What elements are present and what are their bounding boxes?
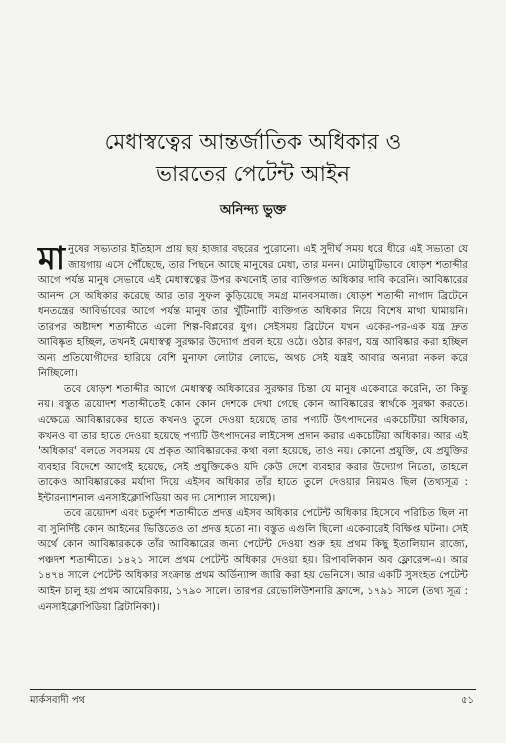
page-number: ৫১ xyxy=(461,695,474,706)
article-body xyxy=(38,239,468,615)
footer-divider xyxy=(30,689,476,690)
paragraph-1-text: নুষের সভ্যতার ইতিহাস প্রায় ছয় হাজার বছরের পুরোনো। এই সুদীর্ঘ সময় ধরে ধীরে এই সভ্যতা যে জায়গায় এসে পৌঁছেছে, তার পিছনে আছে মানুষের মেধা, তার মনন। মোটামুটিভাবে ষোড়শ শতাব্দীর আগে পর্যন্ত মানুষ সেভাবে এই মেধাস্বত্বের উপর কখনোই তার ব্যক্তিগত অধিকার দাবি করেনি। আবিষ্কারের আনন্দ সে অধিকার করেছে আর তার সুফল কুড়িয়েছে সমগ্র মানবসমাজ। ষোড়শ শতাব্দী নাগাদ ব্রিটেনে ধনতন্ত্রের আবির্ভাবের আগে পর্যন্ত মানুষ তার খুঁটিনাটি ব্যক্তিগত অধিকার নিয়ে বিশেষ মাথা ঘামায়নি। তারপর অষ্টাদশ শতাব্দীতে এলো শিল্প-বিপ্লবের যুগ। সেইসময় ব্রিটেনে যখন একের-পর-এক যন্ত্র দ্রুত আবিষ্কৃত হচ্ছিল, তখনই মেধাস্বত্ব সুরক্ষার উদ্যোগ প্রবল হয়ে ওঠে। ওঠার কারণ, যন্ত্র আবিষ্কার করা হচ্ছিল অন্য প্রতিযোগীদের হারিয়ে বেশি মুনাফা লোটার লোভে, অথচ সেই যন্ত্রই আবার অন্যরা নকল করে নিচ্ছিলো। xyxy=(38,244,468,380)
article-title-line-2: ভারতের পেটেন্ট আইন xyxy=(155,162,351,187)
drop-cap: মা xyxy=(38,239,66,277)
paragraph-1 xyxy=(38,239,468,382)
paragraph-3: তবে ত্রয়োদশ এবং চতুর্দশ শতাব্দীতে প্রদত্ত এইসব অধিকার পেটেন্ট অধিকার হিসেবে পরিচিত ছিল না বা সুনির্দিষ্ট কোন আইনের ভিত্তিতেও তা প্রদত্ত হতো না। বস্তুত এগুলি ছিলো একেবারেই বিক্ষিপ্ত ঘটনা। সেই অর্থে কোন আবিষ্কারককে তাঁর আবিষ্কারের জন্য পেটেন্ট দেওয়া শুরু হয় প্রথম কিছু ইতালিয়ান রাজ্যে, পঞ্চদশ শতাব্দীতে। ১৪২১ সালে প্রথম পেটেন্ট অধিকার দেওয়া হয়। রিপাবলিকান অব ফ্লোরেন্স-এ। আর ১৪৭৪ সালে পেটেন্ট অধিকার সংক্রান্ত প্রথম অর্ডিন্যান্স জারি করা হয় ভেনিসে। আর একটি সুসংহত পেটেন্ট আইন চালু হয় প্রথম আমেরিকায়, ১৭৯০ সালে। তারপর রেভোলিউশনারি ফ্রান্সে, ১৭৯১ সালে (তথ্য সূত্র : এনসাইক্লোপিডিয়া ব্রিটানিকা)। xyxy=(38,508,468,613)
article-title-line-1: মেধাস্বত্বের আন্তর্জাতিক অধিকার ও xyxy=(104,130,402,155)
footer-journal-name: মার্কসবাদী পথ xyxy=(30,695,86,706)
article-author: অনিন্দ্য ভুক্ত xyxy=(219,202,287,218)
paragraph-2: তবে ষোড়শ শতাব্দীর আগে মেধাস্বত্ব অধিকারের সুরক্ষার চিন্তা যে মানুষ একেবারে করেনি, তা কিন্তু নয়। বস্তুত ত্রয়োদশ শতাব্দীতেই কোন কোন দেশকে দেখা গেছে কোন আবিষ্কারের স্বার্থকে সুরক্ষা করতে। এক্ষেত্রে আবিষ্কারকের হাতে কখনও তুলে দেওয়া হয়েছে তার পণ্যটি উৎপাদনের একচেটিয়া অধিকার, কখনও বা তার হাতে দেওয়া হয়েছে পণ্যটি উৎপাদনের লাইসেন্স প্রদান করার একচেটিয়া অধিকার। আর এই 'অধিকার' বলতে সবসময় যে প্রকৃত আবিষ্কারকের কথা বলা হয়েছে, তাও নয়। কোনো প্রযুক্তি, যে প্রযুক্তির ব্যবহার বিদেশে আগেই হয়েছে, সেই প্রযুক্তিকেও যদি কেউ দেশে ব্যবহার করার উদ্যোগ নিতো, তাহলে তাকেও আবিষ্কারকের মর্যাদা দিয়ে এইসব অধিকার তাঁর হাতে তুলে দেওয়ার নিয়মও ছিল (তথ্যসূত্র : ইন্টারন্যাশনাল এনসাইক্লোপিডিয়া অব দ্য সোশ্যাল সায়েন্স)। xyxy=(38,383,468,504)
